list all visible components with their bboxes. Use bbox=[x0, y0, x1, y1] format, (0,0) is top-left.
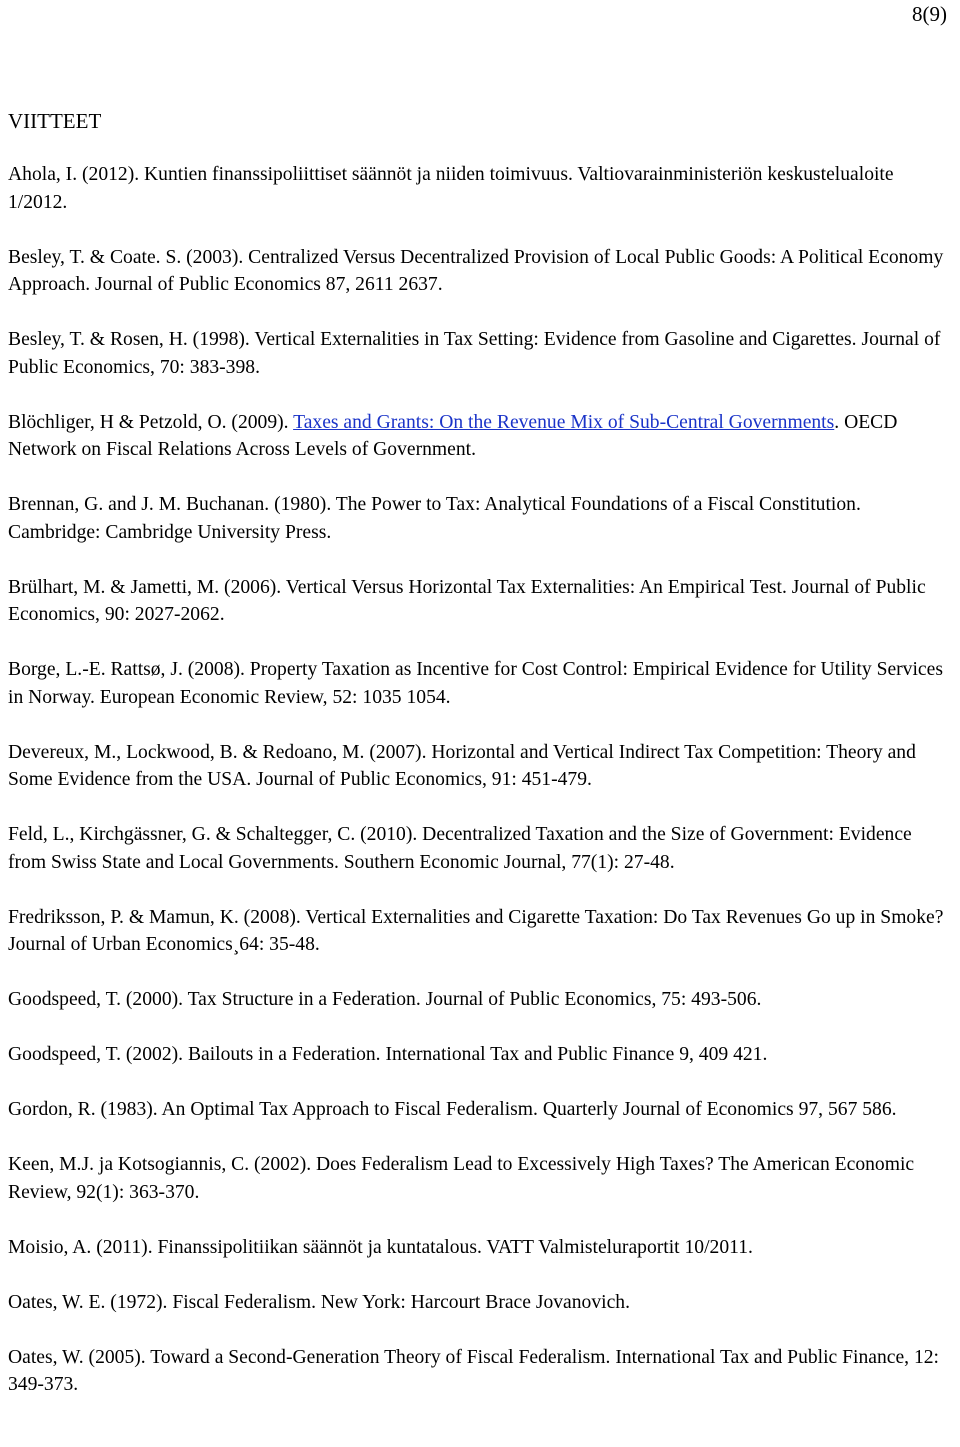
reference-moisio-2011: Moisio, A. (2011). Finanssipolitiikan säännöt ja kuntatalous. VATT Valmisteluraportit 10/2011. bbox=[8, 1236, 753, 1258]
reference-keen-kotsogiannis-2002: Keen, M.J. ja Kotsogiannis, C. (2002). Does Federalism Lead to Excessively High Taxes? The American Economic Review, 92(1): 363-370. bbox=[8, 1154, 915, 1203]
reference-goodspeed-2000: Goodspeed, T. (2000). Tax Structure in a Federation. Journal of Public Economics, 75: 493-506. bbox=[8, 989, 762, 1010]
reference-list bbox=[8, 161, 954, 1426]
reference-brulhart-jametti-2006: Brülhart, M. & Jametti, M. (2006). Vertical Versus Horizontal Tax Externalities: An Empirical Test. Journal of Public Economics, 90: 2027-2062. bbox=[8, 576, 926, 625]
reference-authors: Blöchliger, H & Petzold, O. (2009). bbox=[8, 411, 294, 433]
reference-source: . OECD Network on Fiscal Relations Across Levels of Government. bbox=[8, 411, 898, 460]
reference-fredriksson-mamun-2008: Fredriksson, P. & Mamun, K. (2008). Vertical Externalities and Cigarette Taxation: Do Tax Revenues Go up in Smoke? Journal of Urban Economics¸64: 35-48. bbox=[8, 906, 944, 955]
reference-oates-2005: Oates, W. (2005). Toward a Second-Generation Theory of Fiscal Federalism. International Tax and Public Finance, 12: 349-373. bbox=[8, 1346, 939, 1395]
reference-brennan-buchanan-1980: Brennan, G. and J. M. Buchanan. (1980). The Power to Tax: Analytical Foundations of a Fiscal Constitution. Cambridge: Cambridge University Press. bbox=[8, 494, 861, 543]
page-number: 8(9) bbox=[912, 2, 947, 26]
reference-ahola-2012: Ahola, I. (2012). Kuntien finanssipoliittiset säännöt ja niiden toimivuus. Valtiovarainministeriön keskustelualoite 1/2012. bbox=[8, 164, 894, 213]
reference-blochliger-petzold-2009 bbox=[8, 409, 954, 464]
reference-borge-rattso-2008: Borge, L.-E. Rattsø, J. (2008). Property Taxation as Incentive for Cost Control: Empirical Evidence for Utility Services in Norway. European Economic Review, 52: 1035 1054. bbox=[8, 659, 943, 708]
reference-devereux-2007: Devereux, M., Lockwood, B. & Redoano, M. (2007). Horizontal and Vertical Indirect Tax Competition: Theory and Some Evidence from the USA. Journal of Public Economics, 91: 451-479. bbox=[8, 741, 916, 790]
reference-title-link[interactable]: Taxes and Grants: On the Revenue Mix of Sub-Central Governments bbox=[293, 411, 835, 433]
reference-besley-coate-2003: Besley, T. & Coate. S. (2003). Centralized Versus Decentralized Provision of Local Public Goods: A Political Economy Approach. Journal of Public Economics 87, 2611 2637. bbox=[8, 246, 944, 295]
section-heading: VIITTEET bbox=[8, 109, 102, 133]
reference-oates-1972: Oates, W. E. (1972). Fiscal Federalism. New York: Harcourt Brace Jovanovich. bbox=[8, 1291, 630, 1313]
reference-feld-2010: Feld, L., Kirchgässner, G. & Schaltegger, C. (2010). Decentralized Taxation and the Size of Government: Evidence from Swiss State and Local Governments. Southern Economic Journal, 77(1): 27-48. bbox=[8, 824, 912, 873]
reference-gordon-1983: Gordon, R. (1983). An Optimal Tax Approach to Fiscal Federalism. Quarterly Journal of Economics 97, 567 586. bbox=[8, 1099, 897, 1120]
reference-besley-rosen-1998: Besley, T. & Rosen, H. (1998). Vertical Externalities in Tax Setting: Evidence from Gasoline and Cigarettes. Journal of Public Economics, 70: 383-398. bbox=[8, 329, 941, 378]
reference-goodspeed-2002: Goodspeed, T. (2002). Bailouts in a Federation. International Tax and Public Finance 9, 409 421. bbox=[8, 1044, 768, 1065]
